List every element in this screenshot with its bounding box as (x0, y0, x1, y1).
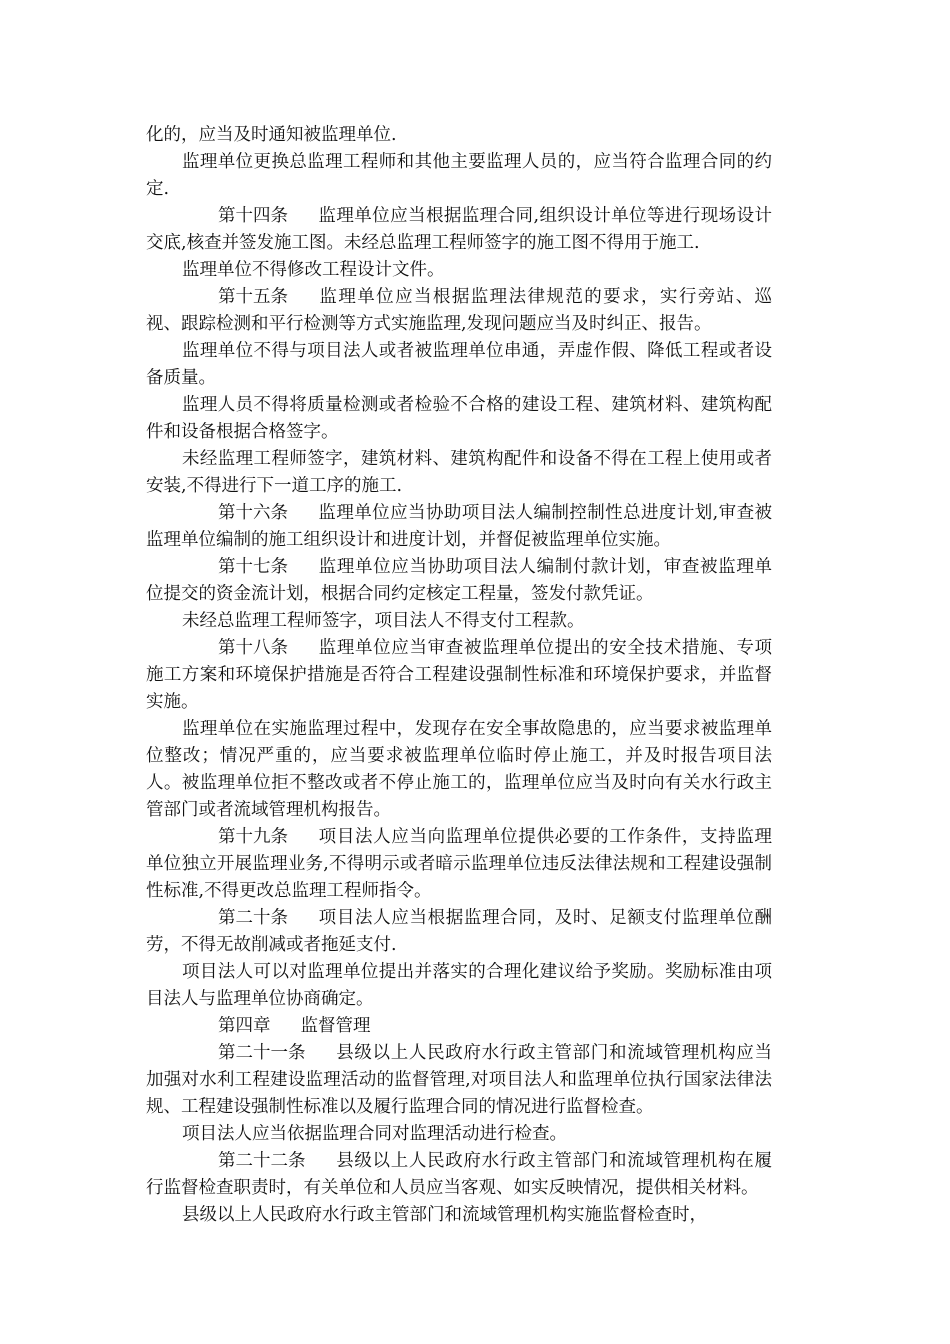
paragraph-text: 未经监理工程师签字，建筑材料、建筑构配件和设备不得在工程上使用或者安装,不得进行下一道工序的施工. (146, 449, 772, 496)
article-paragraph (146, 554, 772, 608)
paragraph-text: 监理单位不得与项目法人或者被监理单位串通，弄虚作假、降低工程或者设备质量。 (146, 341, 772, 388)
body-paragraph (146, 1202, 772, 1229)
article-number: 第二十条 (218, 908, 288, 928)
article-paragraph (146, 500, 772, 554)
paragraph-text: 监理单位不得修改工程设计文件。 (182, 260, 445, 280)
paragraph-text: 监理单位应当协助项目法人编制付款计划，审查被监理单位提交的资金流计划，根据合同约定核定工程量，签发付款凭证。 (146, 557, 772, 604)
body-paragraph (146, 1121, 772, 1148)
paragraph-text: 监理单位应当审查被监理单位提出的安全技术措施、专项施工方案和环境保护措施是否符合工程建设强制性标准和环境保护要求，并监督实施。 (146, 638, 772, 712)
article-number: 第十七条 (218, 557, 288, 577)
article-paragraph (146, 1148, 772, 1202)
article-number: 第十五条 (218, 287, 288, 307)
document-body (146, 122, 772, 1229)
article-number: 第十九条 (218, 827, 288, 847)
paragraph-text: 县级以上人民政府水行政主管部门和流域管理机构在履行监督检查职责时，有关单位和人员应当客观、如实反映情况，提供相关材料。 (146, 1151, 772, 1198)
article-paragraph (146, 1040, 772, 1121)
article-paragraph (146, 824, 772, 905)
body-paragraph (146, 338, 772, 392)
body-paragraph (146, 446, 772, 500)
body-paragraph (146, 122, 772, 149)
article-number: 第十四条 (218, 206, 288, 226)
body-paragraph (146, 392, 772, 446)
paragraph-text: 项目法人应当依据监理合同对监理活动进行检查。 (182, 1124, 567, 1144)
article-paragraph (146, 284, 772, 338)
paragraph-text: 县级以上人民政府水行政主管部门和流域管理机构实施监督检查时， (182, 1205, 707, 1225)
body-paragraph (146, 149, 772, 203)
paragraph-text: 化的，应当及时通知被监理单位. (146, 125, 397, 145)
article-number: 第四章 (218, 1016, 271, 1036)
body-paragraph (146, 716, 772, 824)
paragraph-text: 监理单位在实施监理过程中，发现存在安全事故隐患的，应当要求被监理单位整改；情况严重的，应当要求被监理单位临时停止施工，并及时报告项目法人。被监理单位拒不整改或者不停止施工的，监理单位应当及时向有关水行政主管部门或者流域管理机构报告。 (146, 719, 772, 820)
paragraph-text: 监理单位应当根据监理合同,组织设计单位等进行现场设计交底,核查并签发施工图。未经总监理工程师签字的施工图不得用于施工. (146, 206, 772, 253)
paragraph-text: 项目法人应当根据监理合同，及时、足额支付监理单位酬劳，不得无故削减或者拖延支付. (146, 908, 772, 955)
article-number: 第十八条 (218, 638, 288, 658)
article-paragraph (146, 635, 772, 716)
article-paragraph (146, 203, 772, 257)
paragraph-text: 项目法人应当向监理单位提供必要的工作条件，支持监理单位独立开展监理业务,不得明示或者暗示监理单位违反法律法规和工程建设强制性标准,不得更改总监理工程师指令。 (146, 827, 772, 901)
article-number: 第二十一条 (218, 1043, 306, 1063)
article-number: 第十六条 (218, 503, 288, 523)
paragraph-text: 监理单位应当根据监理法律规范的要求，实行旁站、巡视、跟踪检测和平行检测等方式实施监理,发现问题应当及时纠正、报告。 (146, 287, 772, 334)
paragraph-text: 监理单位更换总监理工程师和其他主要监理人员的，应当符合监理合同的约定. (146, 152, 772, 199)
body-paragraph (146, 608, 772, 635)
article-paragraph (146, 905, 772, 959)
paragraph-text: 监理人员不得将质量检测或者检验不合格的建设工程、建筑材料、建筑构配件和设备根据合格签字。 (146, 395, 772, 442)
article-number: 第二十二条 (218, 1151, 306, 1171)
paragraph-text: 县级以上人民政府水行政主管部门和流域管理机构应当加强对水利工程建设监理活动的监督管理,对项目法人和监理单位执行国家法律法规、工程建设强制性标准以及履行监理合同的情况进行监督检查。 (146, 1043, 772, 1117)
paragraph-text: 监理单位应当协助项目法人编制控制性总进度计划,审查被监理单位编制的施工组织设计和进度计划，并督促被监理单位实施。 (146, 503, 772, 550)
body-paragraph (146, 959, 772, 1013)
paragraph-text: 监督管理 (300, 1016, 371, 1036)
paragraph-text: 未经总监理工程师签字，项目法人不得支付工程款。 (182, 611, 585, 631)
body-paragraph (146, 257, 772, 284)
paragraph-text: 项目法人可以对监理单位提出并落实的合理化建议给予奖励。奖励标准由项目法人与监理单位协商确定。 (146, 962, 772, 1009)
article-paragraph (146, 1013, 772, 1040)
